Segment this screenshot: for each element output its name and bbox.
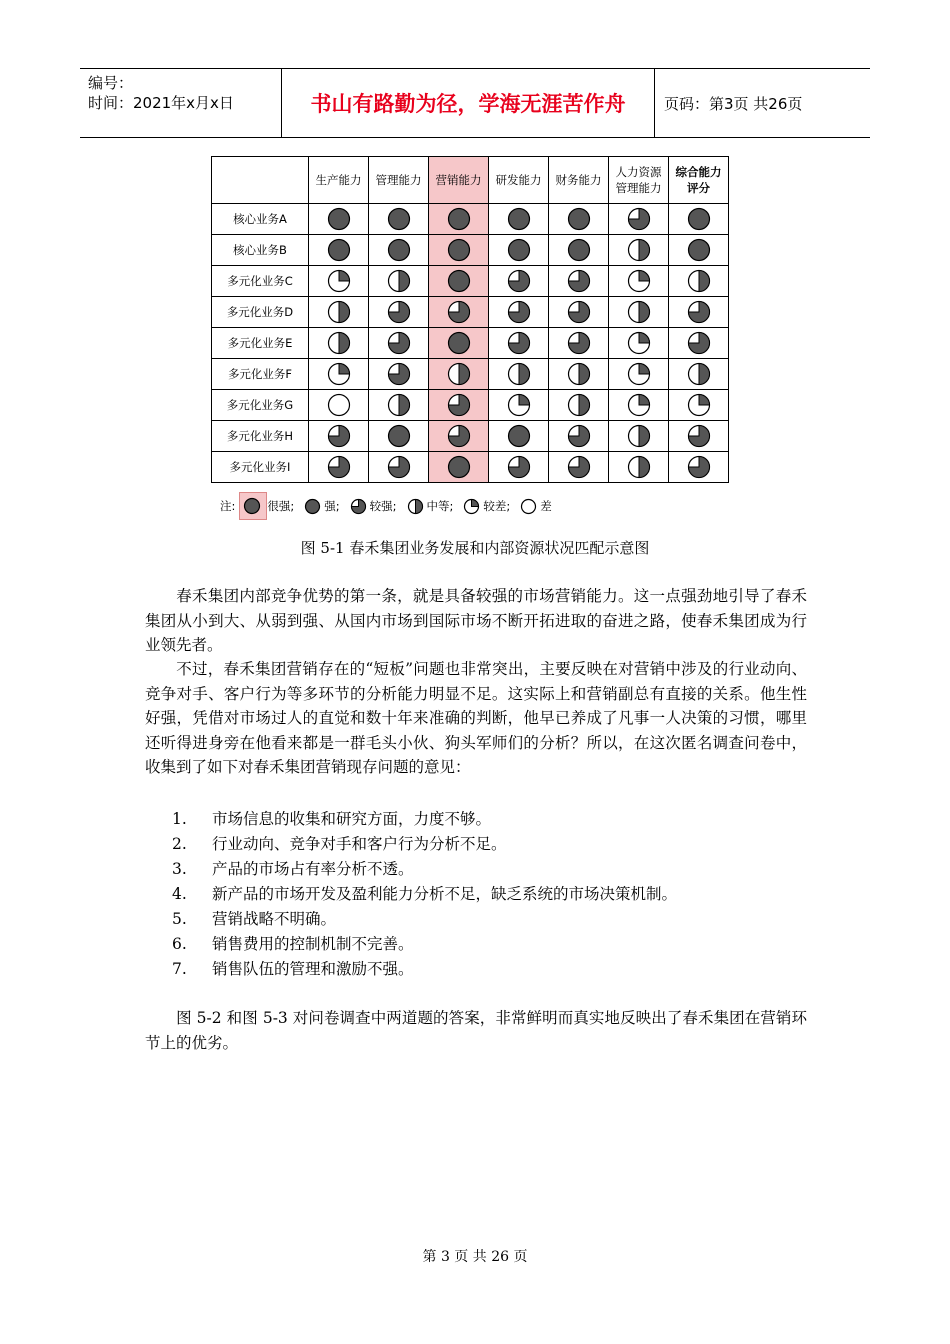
list-item-text: 销售队伍的管理和激励不强。 [212,960,414,978]
matrix-row-label: 核心业务A [212,204,309,235]
matrix-cell [369,266,429,297]
harvey-ball-2-icon [327,300,351,324]
harvey-ball-2-icon [567,362,591,386]
harvey-ball-3-icon [327,455,351,479]
matrix-row-label: 多元化业务I [212,452,309,483]
legend-label: 很强; [267,499,295,513]
harvey-ball-3-icon [447,300,471,324]
matrix-cell [309,297,369,328]
harvey-ball-4-icon [387,238,411,262]
harvey-ball-3-icon [687,300,711,324]
harvey-ball-4-icon [687,238,711,262]
matrix-cell [549,266,609,297]
matrix-corner [212,157,309,204]
harvey-ball-3-icon [447,424,471,448]
legend-label: 中等; [426,499,454,513]
capability-matrix [211,156,729,483]
closing-paragraph [145,1006,807,1055]
column-header-line: 营销能力 [435,173,482,187]
matrix-cell [369,421,429,452]
matrix-cell [549,359,609,390]
list-item [172,857,677,882]
harvey-ball-2-icon [687,362,711,386]
legend-item [463,498,510,515]
matrix-cell [369,204,429,235]
harvey-ball-3-icon [387,455,411,479]
legend-item [520,498,552,515]
harvey-ball-2-icon [507,362,531,386]
harvey-ball-3-icon [507,331,531,355]
matrix-row [212,297,729,328]
harvey-ball-2-icon [387,393,411,417]
column-header-line: 管理能力 [375,173,422,187]
matrix-cell [309,204,369,235]
list-item-number: 2. [172,835,187,853]
legend-highlight-swatch [239,492,267,520]
harvey-ball-3-icon [687,331,711,355]
legend-label: 较差; [483,499,511,513]
harvey-ball-4-icon [327,238,351,262]
matrix-cell [369,297,429,328]
matrix-row-label: 多元化业务F [212,359,309,390]
harvey-ball-2-icon [627,455,651,479]
matrix-cell [549,452,609,483]
harvey-ball-0-icon [520,498,537,515]
matrix-row-label: 多元化业务H [212,421,309,452]
legend-item [235,492,294,520]
harvey-ball-3-icon [327,424,351,448]
harvey-ball-1-icon [327,269,351,293]
harvey-ball-4-icon [687,207,711,231]
matrix-row-label: 多元化业务E [212,328,309,359]
harvey-ball-2-icon [387,269,411,293]
matrix-cell [549,235,609,266]
list-item [172,907,677,932]
header-page-info: 页码：第3页 共26页 [664,94,803,113]
harvey-ball-2-icon [627,300,651,324]
legend-label: 差 [540,499,552,513]
header-motto: 书山有路勤为径，学海无涯苦作舟 [282,69,655,137]
paragraph-2 [145,657,807,780]
matrix-cell [309,359,369,390]
matrix-cell [609,359,669,390]
legend-item [304,498,339,515]
matrix-cell [489,421,549,452]
harvey-ball-4-icon [447,238,471,262]
matrix-row [212,235,729,266]
matrix-cell [609,452,669,483]
matrix-row-label: 多元化业务D [212,297,309,328]
legend-prefix: 注: [220,499,236,513]
matrix-row [212,204,729,235]
matrix-cell [609,204,669,235]
harvey-ball-3-icon [687,424,711,448]
page-header [80,68,870,138]
list-item [172,957,677,982]
matrix-cell [489,359,549,390]
matrix-cell [549,328,609,359]
harvey-ball-3-icon [687,455,711,479]
harvey-ball-2-icon [407,498,424,515]
matrix-cell [669,390,729,421]
harvey-ball-1-icon [463,498,480,515]
harvey-ball-4-icon [447,455,471,479]
matrix-cell [669,204,729,235]
harvey-ball-3-icon [567,455,591,479]
matrix-cell [669,328,729,359]
list-item-text: 市场信息的收集和研究方面，力度不够。 [212,810,492,828]
matrix-cell [489,297,549,328]
matrix-cell [609,421,669,452]
figure-caption: 图 5-1 春禾集团业务发展和内部资源状况匹配示意图 [300,539,650,557]
matrix-cell [609,297,669,328]
list-item-number: 1. [172,810,187,828]
paragraph-2-text: 不过，春禾集团营销存在的“短板”问题也非常突出，主要反映在对营销中涉及的行业动向、竞争对手、客户行为等多环节的分析能力明显不足。这实际上和营销副总有直接的关系。他生性好强，凭借对市场过人的直觉和数十年来准确的判断，他早已养成了凡事一人决策的习惯，哪里还听得进身旁在他看来都是一群毛头小伙、狗头军师们的分析？所以，在这次匿名调查问卷中，收集到了如下对春禾集团营销现存问题的意见： [145,660,807,776]
harvey-ball-3-icon [507,300,531,324]
closing-text: 图 5-2 和图 5-3 对问卷调查中两道题的答案，非常鲜明而真实地反映出了春禾集团在营销环节上的优劣。 [145,1009,807,1052]
matrix-cell [669,421,729,452]
harvey-ball-1-icon [687,393,711,417]
matrix-cell [489,390,549,421]
harvey-ball-3-icon [627,207,651,231]
matrix-cell [369,328,429,359]
paragraph-1-text: 春禾集团内部竞争优势的第一条，就是具备较强的市场营销能力。这一点强劲地引导了春禾集团从小到大、从弱到强、从国内市场到国际市场不断开拓进取的奋进之路，使春禾集团成为行业领先者。 [145,587,807,654]
list-item-text: 产品的市场占有率分析不透。 [212,860,414,878]
harvey-ball-4-icon [243,497,261,515]
harvey-ball-3-icon [387,300,411,324]
matrix-cell [429,297,489,328]
harvey-ball-3-icon [350,498,367,515]
harvey-ball-3-icon [387,362,411,386]
harvey-ball-1-icon [627,362,651,386]
harvey-ball-2-icon [447,362,471,386]
harvey-ball-3-icon [387,331,411,355]
matrix-column-header [609,157,669,204]
harvey-ball-2-icon [687,269,711,293]
harvey-ball-1-icon [507,393,531,417]
matrix-cell [429,328,489,359]
matrix-cell [309,266,369,297]
harvey-ball-0-icon [327,393,351,417]
matrix-column-header [489,157,549,204]
list-item-text: 新产品的市场开发及盈利能力分析不足，缺乏系统的市场决策机制。 [212,885,678,903]
matrix-cell [489,328,549,359]
harvey-ball-4-icon [447,207,471,231]
matrix-cell [309,390,369,421]
matrix-cell [669,452,729,483]
matrix-row [212,328,729,359]
matrix-cell [669,297,729,328]
serial-label: 编号： [88,74,134,92]
column-header-line: 评分 [687,181,710,195]
harvey-ball-3-icon [507,455,531,479]
matrix-cell [429,452,489,483]
matrix-cell [369,235,429,266]
list-item-number: 5. [172,910,187,928]
issue-list [172,807,677,982]
column-header-line: 综合能力 [675,165,722,179]
matrix-row-label: 多元化业务G [212,390,309,421]
matrix-cell [429,235,489,266]
matrix-cell [609,390,669,421]
list-item-text: 行业动向、竞争对手和客户行为分析不足。 [212,835,507,853]
harvey-ball-3-icon [567,269,591,293]
matrix-column-header [429,157,489,204]
matrix-cell [549,421,609,452]
harvey-ball-2-icon [627,424,651,448]
matrix-cell [549,390,609,421]
matrix-cell [609,266,669,297]
matrix-row-label: 核心业务B [212,235,309,266]
harvey-ball-2-icon [567,393,591,417]
matrix-cell [369,452,429,483]
matrix-cell [429,266,489,297]
matrix-column-header [549,157,609,204]
list-item-text: 营销战略不明确。 [212,910,337,928]
matrix-cell [609,328,669,359]
list-item [172,807,677,832]
matrix-cell [429,204,489,235]
column-header-line: 财务能力 [555,173,602,187]
harvey-ball-4-icon [507,424,531,448]
matrix-cell [549,204,609,235]
legend-label: 强; [324,499,340,513]
column-header-line: 生产能力 [315,173,362,187]
matrix-row [212,390,729,421]
matrix-cell [429,390,489,421]
harvey-ball-2-icon [627,238,651,262]
harvey-ball-1-icon [627,269,651,293]
matrix-cell [669,235,729,266]
paragraph-1 [145,584,807,658]
matrix-cell [549,297,609,328]
matrix-cell [309,328,369,359]
matrix-cell [489,266,549,297]
legend-item [350,498,397,515]
harvey-ball-4-icon [447,331,471,355]
harvey-ball-3-icon [567,331,591,355]
page-footer: 第 3 页 共 26 页 [422,1249,528,1265]
harvey-ball-4-icon [507,238,531,262]
harvey-ball-4-icon [387,424,411,448]
harvey-ball-1-icon [327,362,351,386]
list-item [172,932,677,957]
matrix-row [212,359,729,390]
column-header-line: 管理能力 [615,181,662,195]
list-item-number: 6. [172,935,187,953]
matrix-cell [309,452,369,483]
time-label: 时间：2021年x月x日 [88,94,234,112]
matrix-column-header [669,157,729,204]
column-header-line: 人力资源 [615,165,662,179]
matrix-cell [489,235,549,266]
harvey-ball-4-icon [507,207,531,231]
matrix-cell [369,390,429,421]
matrix-cell [489,204,549,235]
matrix-cell [669,359,729,390]
harvey-ball-1-icon [627,393,651,417]
harvey-ball-3-icon [447,393,471,417]
matrix-row [212,266,729,297]
legend-item [407,498,454,515]
matrix-cell [429,421,489,452]
matrix-cell [309,421,369,452]
harvey-ball-3-icon [507,269,531,293]
matrix-column-header [309,157,369,204]
harvey-ball-4-icon [447,269,471,293]
harvey-ball-4-icon [327,207,351,231]
harvey-ball-2-icon [327,331,351,355]
harvey-ball-1-icon [627,331,651,355]
list-item [172,832,677,857]
list-item-number: 4. [172,885,187,903]
matrix-legend [220,492,562,520]
list-item-number: 7. [172,960,187,978]
matrix-cell [609,235,669,266]
harvey-ball-4-icon [567,207,591,231]
list-item [172,882,677,907]
matrix-cell [429,359,489,390]
column-header-line: 研发能力 [495,173,542,187]
matrix-row [212,452,729,483]
matrix-row-label: 多元化业务C [212,266,309,297]
harvey-ball-4-icon [387,207,411,231]
list-item-number: 3. [172,860,187,878]
matrix-cell [369,359,429,390]
matrix-cell [489,452,549,483]
harvey-ball-3-icon [567,300,591,324]
harvey-ball-4-icon [567,238,591,262]
matrix-column-header [369,157,429,204]
header-meta [80,69,282,137]
legend-label: 较强; [369,499,397,513]
matrix-row [212,421,729,452]
matrix-cell [309,235,369,266]
harvey-ball-4-icon [304,498,321,515]
matrix-cell [669,266,729,297]
list-item-text: 销售费用的控制机制不完善。 [212,935,414,953]
harvey-ball-3-icon [567,424,591,448]
